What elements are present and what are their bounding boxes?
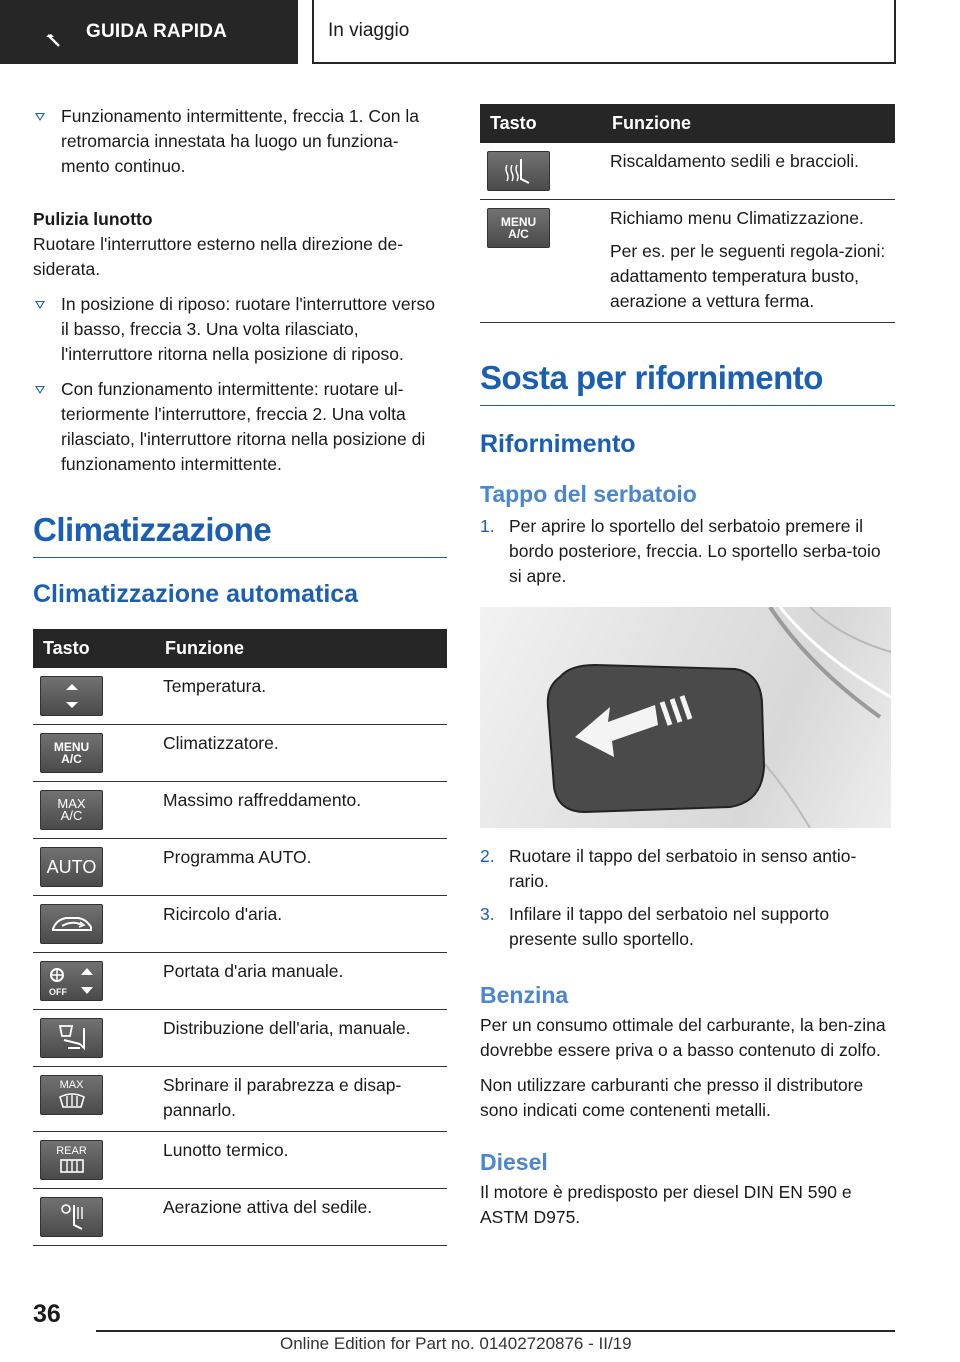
heading-sosta-rifornimento: Sosta per rifornimento (480, 359, 895, 406)
list-item: 2. Ruotare il tappo del serbatoio in senso antio-rario. (480, 846, 857, 891)
list-item: 1. Per aprire lo sportello del serbatoio premere il bordo posteriore, freccia. Lo sportello serba-toio si apre. (480, 516, 881, 586)
col-header-tasto: Tasto (33, 629, 155, 668)
table-row: MENU A/C Richiamo menu Climatizzazione. Per es. per le seguenti regola-zioni: adattamento temperatura busto, aerazione a vettura ferma. (480, 200, 895, 323)
menu-ac-icon: MENU A/C (487, 208, 550, 248)
col-header-funzione: Funzione (602, 104, 895, 143)
list-item: Con funzionamento intermittente: ruotare ul-teriormente l'interruttore, freccia 2. Una volta rilasciato, l'interruttore ritorna nella posizione di funzionamento intermittente. (33, 377, 447, 477)
col-header-tasto: Tasto (480, 104, 602, 143)
table-row: OFF Portata d'aria manuale. (33, 953, 447, 1010)
table-row: REAR Lunotto termico. (33, 1132, 447, 1189)
bullet-triangle-icon (35, 386, 45, 394)
rear-defrost-icon: REAR (40, 1140, 103, 1180)
paragraph: Non utilizzare carburanti che presso il distributore sono indicati come contenenti metalli. (480, 1075, 864, 1120)
col-header-funzione: Funzione (155, 629, 447, 668)
table-row: MENU A/C Climatizzatore. (33, 725, 447, 782)
key-function-table (33, 629, 447, 1246)
paragraph: Ruotare l'interruttore esterno nella direzione de-siderata. (33, 234, 404, 279)
fuel-flap-image (480, 607, 891, 828)
page-number: 36 (33, 1300, 61, 1328)
seat-ventilation-icon (40, 1197, 103, 1237)
temperature-arrows-icon (40, 676, 103, 716)
heading-tappo-serbatoio: Tappo del serbatoio (480, 481, 697, 507)
table-row: Distribuzione dell'aria, manuale. (33, 1010, 447, 1067)
heading-rifornimento: Rifornimento (480, 430, 636, 458)
heading-benzina: Benzina (480, 982, 569, 1008)
list-item: In posizione di riposo: ruotare l'interruttore verso il basso, freccia 3. Una volta rilasciato, l'interruttore ritorna nella posizione di riposo. (33, 292, 447, 367)
heading-climatizzazione: Climatizzazione (33, 511, 447, 558)
bullet-triangle-icon (35, 301, 45, 309)
table-row: Temperatura. (33, 668, 447, 725)
list-item: 3. Infilare il tappo del serbatoio nel supporto presente sullo sportello. (480, 904, 830, 949)
menu-ac-icon: MENU A/C (40, 733, 103, 773)
right-column (480, 104, 895, 1240)
paragraph: Per un consumo ottimale del carburante, la ben-zina dovrebbe essere priva o a basso contenuto di zolfo. (480, 1015, 886, 1060)
max-defrost-icon: MAX (40, 1075, 103, 1115)
footer-edition: Online Edition for Part no. 01402720876 - II/19 (280, 1334, 632, 1353)
paragraph: Il motore è predisposto per diesel DIN EN 590 e ASTM D975. (480, 1182, 852, 1227)
svg-text:OFF: OFF (48, 987, 67, 997)
table-row: MAX A/C Massimo raffreddamento. (33, 782, 447, 839)
tab-guida-rapida[interactable] (0, 0, 298, 64)
air-distribution-icon (40, 1018, 103, 1058)
section-title: In viaggio (312, 0, 896, 64)
recirculation-icon (40, 904, 103, 944)
table-row: Ricircolo d'aria. (33, 896, 447, 953)
bullet-triangle-icon (35, 113, 45, 121)
table-row: Aerazione attiva del sedile. (33, 1189, 447, 1246)
auto-icon: AUTO (40, 847, 103, 887)
tab-label: GUIDA RAPIDA (86, 21, 228, 42)
fan-off-icon (40, 961, 103, 1001)
left-column (33, 104, 447, 1246)
table-row: Riscaldamento sedili e braccioli. (480, 143, 895, 200)
page-header (0, 0, 960, 66)
quick-guide-icon (44, 31, 64, 51)
footer-divider (96, 1330, 895, 1332)
table-row: MAX Sbrinare il parabrezza e disap-pannarlo. (33, 1067, 447, 1132)
heading-diesel: Diesel (480, 1149, 548, 1175)
max-ac-icon: MAX A/C (40, 790, 103, 830)
subheading-pulizia-lunotto: Pulizia lunotto (33, 209, 153, 229)
list-item: Funzionamento intermittente, freccia 1. Con la retromarcia innestata ha luogo un funziona-mento continuo. (33, 104, 447, 179)
table-row: AUTO Programma AUTO. (33, 839, 447, 896)
key-function-table-2 (480, 104, 895, 323)
heading-climatizzazione-automatica: Climatizzazione automatica (33, 580, 359, 608)
seat-heating-icon (487, 151, 550, 191)
